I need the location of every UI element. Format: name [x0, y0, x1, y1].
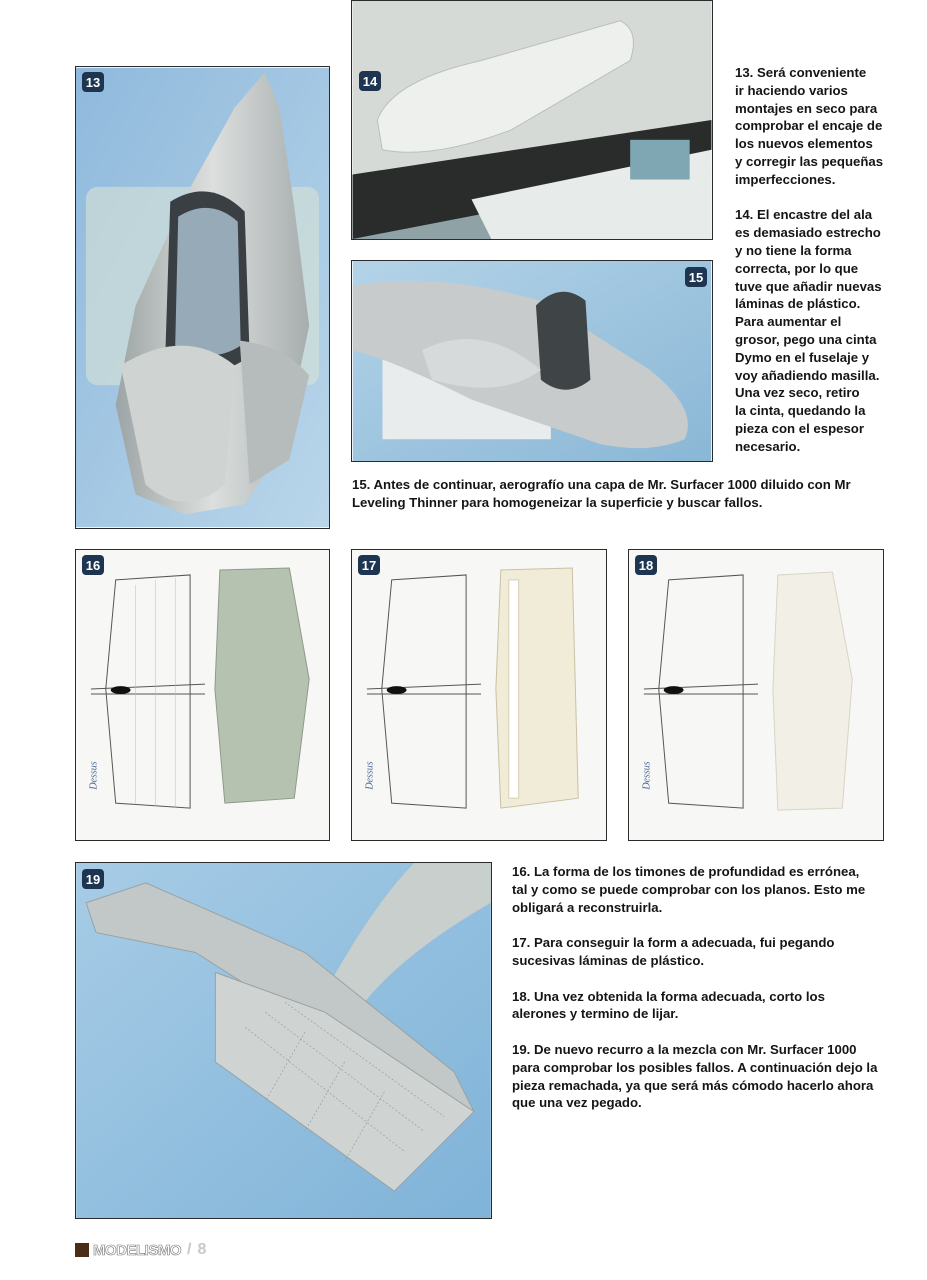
- plan-label: Dessus: [641, 761, 653, 790]
- caption-17: 17. Para conseguir la form a adecuada, fui pegando sucesivas láminas de plástico.: [512, 935, 835, 968]
- photo-number-badge: 13: [82, 72, 104, 92]
- caption-15: [352, 476, 912, 512]
- page-number: 8: [197, 1241, 207, 1258]
- photo-number-badge: 18: [635, 555, 657, 575]
- photo-19: [75, 862, 492, 1219]
- page-footer: [75, 1239, 206, 1261]
- caption-16: 16. La forma de los timones de profundidad es errónea, tal y como se puede comprobar con los planos. Esto me obligará a reconstruirla.: [512, 864, 866, 915]
- wing-root-putty-image: [352, 1, 712, 239]
- caption-13-14: [735, 64, 920, 456]
- photo-number-badge: 19: [82, 869, 104, 889]
- plan-label: Dessus: [364, 761, 376, 790]
- caption-14: 14. El encastre del ala es demasiado estrecho y no tiene la forma correcta, por lo que tuve que añadir nuevas láminas de plástico. Para aumentar el grosor, pego una cinta Dymo en el fuselaje y voy añadiendo masilla. Una vez seco, retiro la cinta, quedando la pieza con el espesor necesario.: [735, 207, 882, 454]
- footer-separator: /: [187, 1241, 192, 1258]
- stabilizer-vs-plan-image: [76, 550, 329, 840]
- photo-number-badge: 17: [358, 555, 380, 575]
- stabilizer-sanded-image: [629, 550, 883, 840]
- photo-number-badge: 15: [685, 267, 707, 287]
- photo-number-badge: 14: [359, 71, 381, 91]
- stabilizer-plastic-sheets-image: [352, 550, 606, 840]
- photo-14: [351, 0, 713, 240]
- magazine-brand: MODELISMO: [93, 1241, 181, 1259]
- photo-17: [351, 549, 607, 841]
- cockpit-model-image: [76, 67, 329, 528]
- plan-label: Dessus: [88, 761, 100, 790]
- caption-16-19: [512, 863, 912, 1112]
- photo-number-badge: 16: [82, 555, 104, 575]
- riveted-stabilizer-image: [76, 863, 491, 1218]
- caption-18: 18. Una vez obtenida la forma adecuada, corto los alerones y termino de lijar.: [512, 988, 825, 1022]
- photo-16: [75, 549, 330, 841]
- photo-15: [351, 260, 713, 462]
- photo-18: [628, 549, 884, 841]
- footer-square-icon: [75, 1243, 89, 1257]
- caption-13: 13. Será conveniente ir haciendo varios montajes en seco para comprobar el encaje de los nuevos elementos y corregir las pequeñas imperfecciones.: [735, 65, 884, 187]
- caption-19: 19. De nuevo recurro a la mezcla con Mr. Surfacer 1000 para comprobar los posibles fallos. A continuación dejo la pieza remachada, ya que será más cómodo hacerlo ahora que una vez pegado.: [512, 1041, 878, 1111]
- caption-15-text: 15. Antes de continuar, aerografío una capa de Mr. Surfacer 1000 diluido con Mr Leveling Thinner para homogeneizar la superficie y buscar fallos.: [352, 477, 851, 510]
- photo-13: [75, 66, 330, 529]
- primed-fuselage-image: [352, 261, 712, 461]
